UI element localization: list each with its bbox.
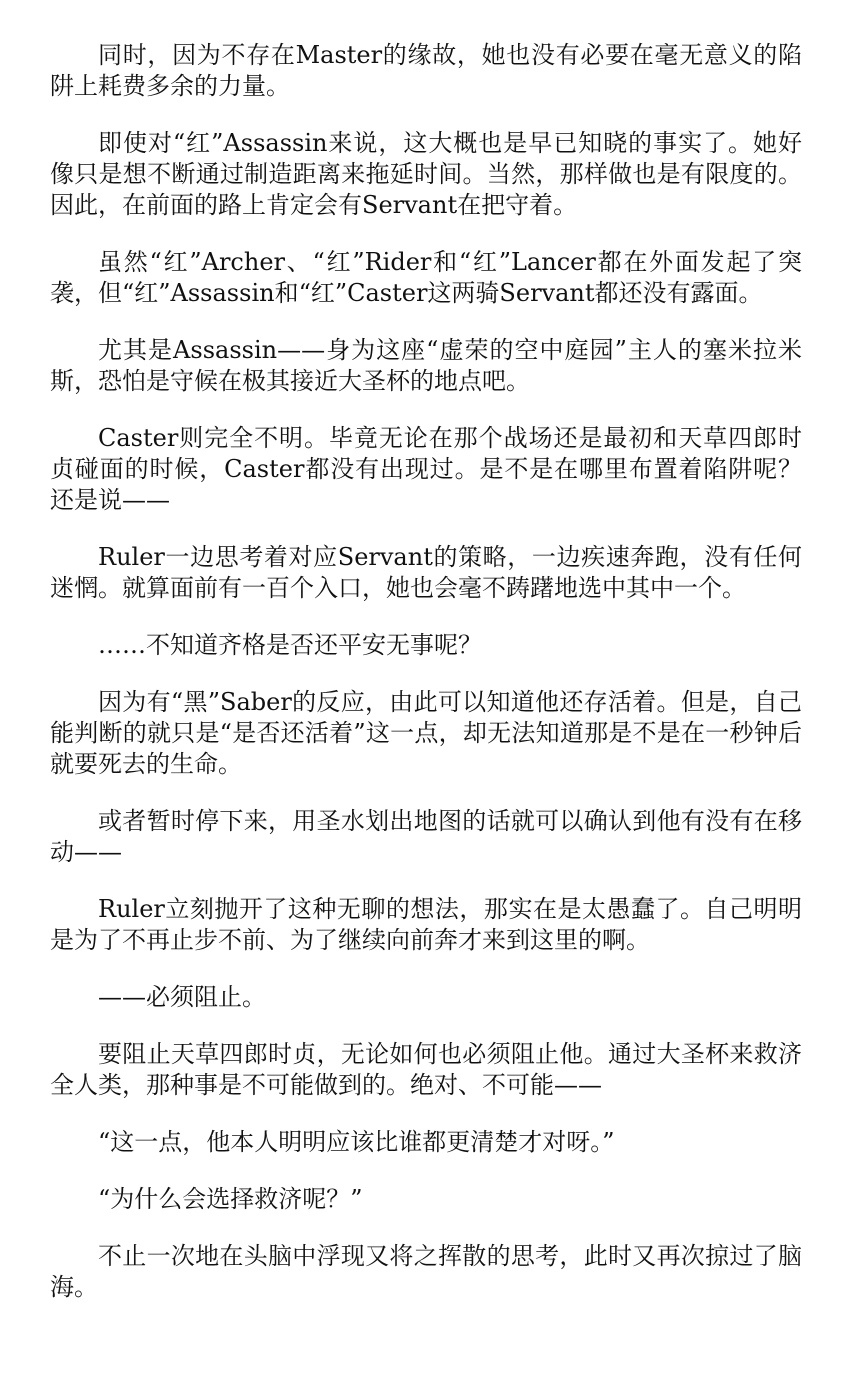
paragraph: 不止一次地在头脑中浮现又将之挥散的思考，此时又再次掠过了脑海。: [50, 1242, 802, 1301]
paragraph: 或者暂时停下来，用圣水划出地图的话就可以确认到他有没有在移动——: [50, 807, 802, 866]
paragraph: 因为有“黑”Saber的反应，由此可以知道他还存活着。但是，自己能判断的就只是“是否还活着”这一点，却无法知道那是不是在一秒钟后就要死去的生命。: [50, 688, 802, 778]
paragraph: 要阻止天草四郎时贞，无论如何也必须阻止他。通过大圣杯来救济全人类，那种事是不可能做到的。绝对、不可能——: [50, 1040, 802, 1099]
paragraph: 同时，因为不存在Master的缘故，她也没有必要在毫无意义的陷阱上耗费多余的力量。: [50, 41, 802, 100]
paragraph: ……不知道齐格是否还平安无事呢？: [98, 631, 482, 659]
paragraph: Ruler一边思考着对应Servant的策略，一边疾速奔跑，没有任何迷惘。就算面前有一百个入口，她也会毫不踌躇地选中其中一个。: [50, 543, 802, 602]
paragraph: 虽然“红”Archer、“红”Rider和“红”Lancer都在外面发起了突袭，但“红”Assassin和“红”Caster这两骑Servant都还没有露面。: [50, 248, 802, 307]
paragraph: Caster则完全不明。毕竟无论在那个战场还是最初和天草四郎时贞碰面的时候，Caster都没有出现过。是不是在哪里布置着陷阱呢？还是说——: [50, 424, 802, 514]
paragraph: 即使对“红”Assassin来说，这大概也是早已知晓的事实了。她好像只是想不断通过制造距离来拖延时间。当然，那样做也是有限度的。因此，在前面的路上肯定会有Servant在把守着。: [50, 129, 802, 219]
paragraph: Ruler立刻抛开了这种无聊的想法，那实在是太愚蠢了。自己明明是为了不再止步不前、为了继续向前奔才来到这里的啊。: [50, 895, 802, 954]
paragraph: 尤其是Assassin——身为这座“虚荣的空中庭园”主人的塞米拉米斯，恐怕是守候在极其接近大圣杯的地点吧。: [50, 336, 802, 395]
paragraph: “这一点，他本人明明应该比谁都更清楚才对呀。”: [98, 1128, 615, 1156]
paragraph: “为什么会选择救济呢？”: [98, 1185, 363, 1213]
paragraph: ——必须阻止。: [98, 983, 266, 1011]
